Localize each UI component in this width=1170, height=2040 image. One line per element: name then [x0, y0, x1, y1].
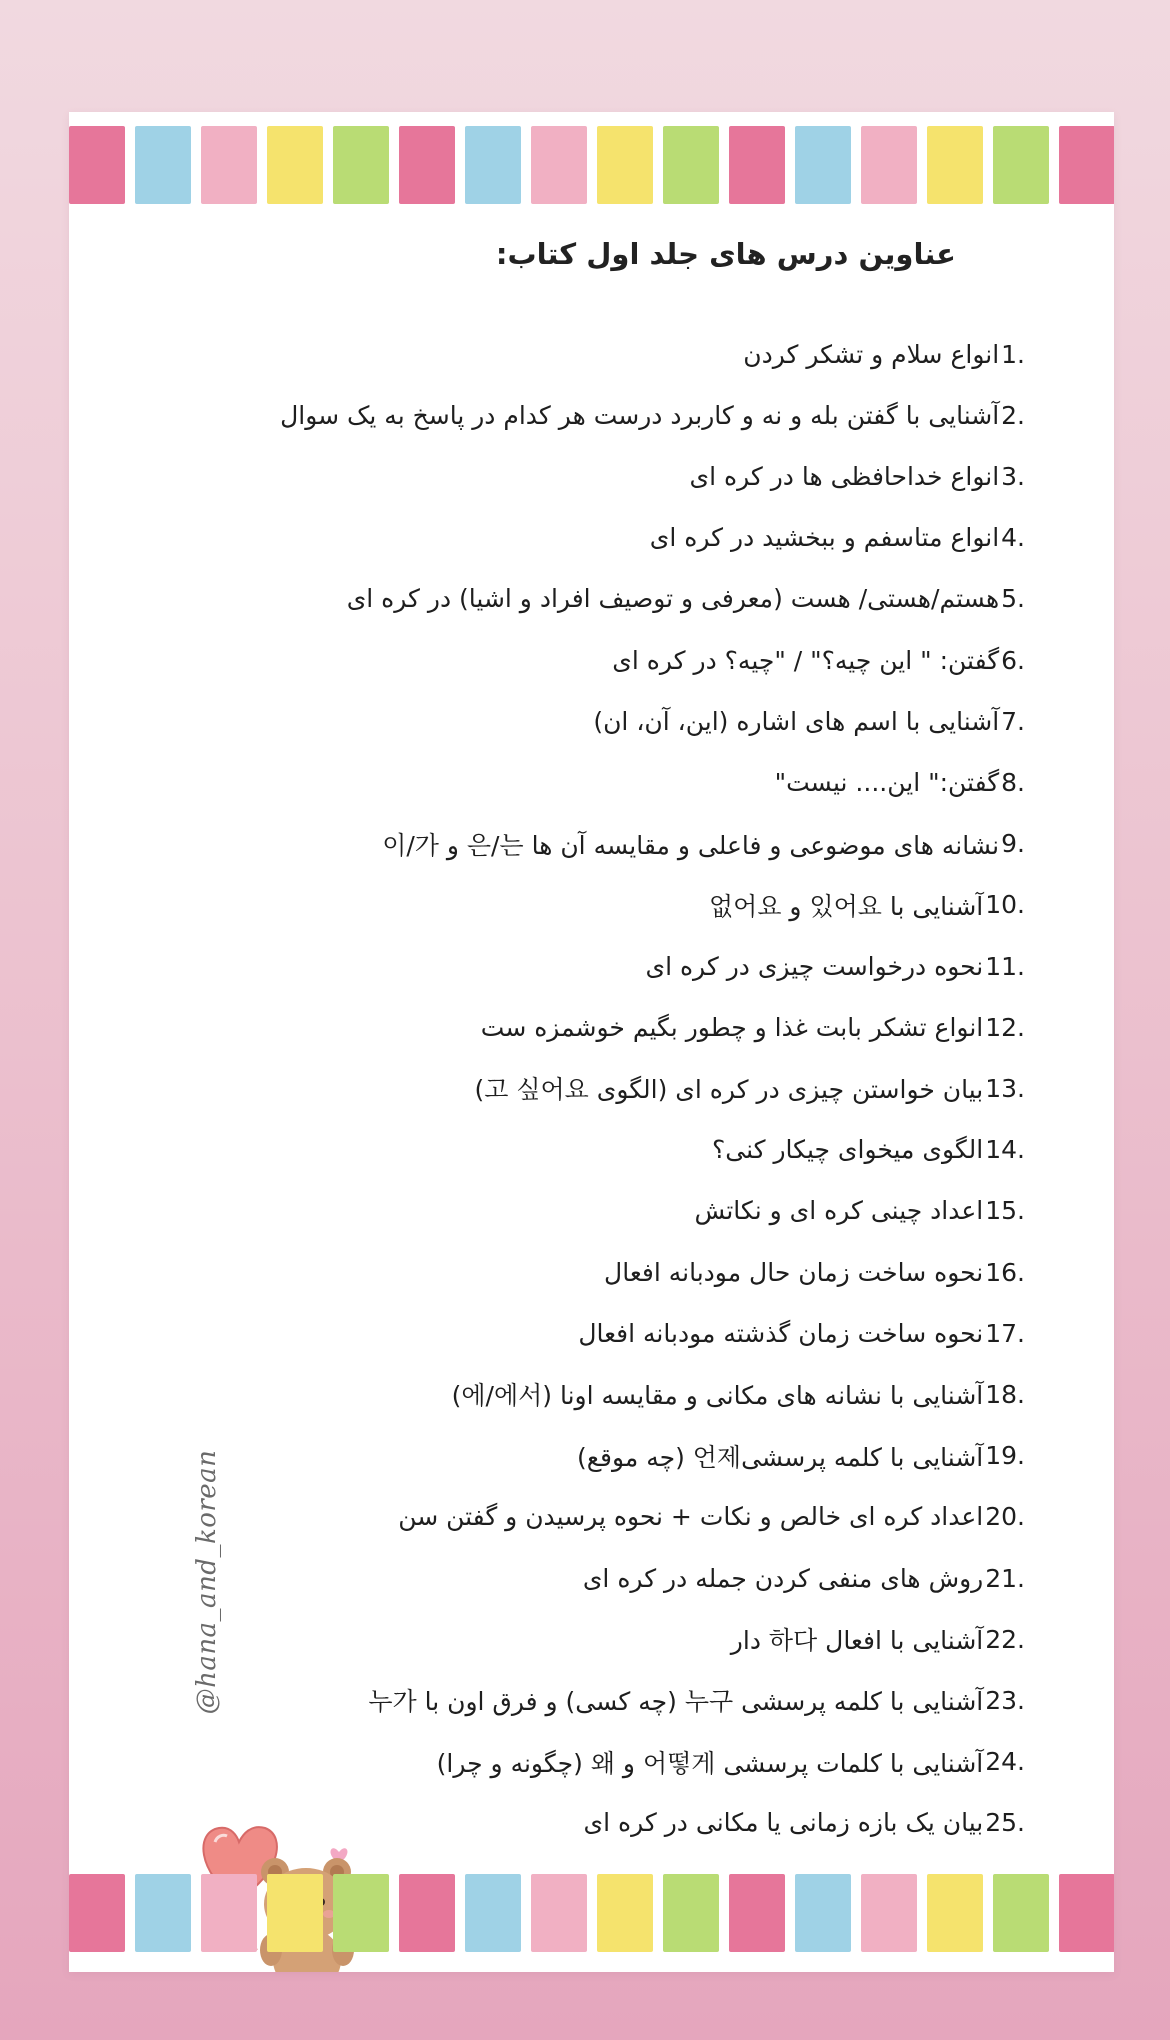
stripe-swatch: [597, 126, 653, 204]
lesson-title: بیان خواستن چیزی در کره ای (الگوی 고 싶어요): [474, 1075, 984, 1105]
stripe-swatch: [135, 1874, 191, 1952]
stripe-swatch: [993, 126, 1049, 204]
lesson-number: 18.: [985, 1379, 1025, 1409]
stripe-swatch: [795, 1874, 851, 1952]
lesson-number: 3.: [1001, 461, 1025, 491]
lesson-title: آشنایی با کلمات پرسشی 어떻게 و 왜 (چگونه و چرا): [436, 1748, 984, 1778]
lesson-title: گفتن:" این.... نیست": [774, 767, 1000, 797]
lesson-title: انواع سلام و تشکر کردن: [743, 339, 1000, 369]
stripe-swatch: [663, 1874, 719, 1952]
lesson-number: 24.: [985, 1747, 1025, 1777]
lesson-number: 22.: [985, 1624, 1025, 1654]
lesson-list-item: [577, 1432, 1025, 1480]
stripe-swatch: [597, 1874, 653, 1952]
lesson-list-item: [612, 636, 1025, 684]
stripe-swatch: [531, 1874, 587, 1952]
stripe-swatch: [861, 1874, 917, 1952]
stripe-swatch: [267, 126, 323, 204]
lesson-number: 5.: [1001, 584, 1025, 614]
lesson-number: 7.: [1001, 706, 1025, 736]
lesson-list-item: [347, 575, 1025, 623]
lesson-number: 19.: [985, 1441, 1025, 1471]
stripe-swatch: [465, 1874, 521, 1952]
stripe-swatch: [1059, 1874, 1114, 1952]
stripe-swatch: [1059, 126, 1114, 204]
lesson-number: 12.: [985, 1012, 1025, 1042]
top-color-stripe: [69, 126, 1114, 204]
lesson-title: اعداد کره ای خالص و نکات + نحوه پرسیدن و گفتن سن: [398, 1502, 984, 1532]
stripe-swatch: [465, 126, 521, 204]
lesson-title: نحوه ساخت زمان حال مودبانه افعال: [604, 1257, 984, 1287]
bottom-color-stripe: [69, 1874, 1114, 1952]
lesson-list-item: [694, 1187, 1025, 1235]
stripe-swatch: [399, 126, 455, 204]
lesson-title: آشنایی با اسم های اشاره (این، آن، ان): [593, 706, 1000, 736]
watermark-text: @hana_and_korean: [192, 1449, 222, 1715]
stripe-swatch: [531, 126, 587, 204]
stripe-swatch: [927, 126, 983, 204]
lesson-title: روش های منفی کردن جمله در کره ای: [582, 1563, 984, 1593]
lesson-list-item: [743, 330, 1025, 378]
lesson-number: 15.: [985, 1196, 1025, 1226]
lesson-list-item: [593, 697, 1025, 745]
lesson-title: آشنایی با کلمه پرسشی 누구 (چه کسی) و فرق اون با 누가: [368, 1687, 984, 1717]
lesson-title: الگوی میخوای چیکار کنی؟: [711, 1135, 984, 1165]
stripe-swatch: [729, 1874, 785, 1952]
stripe-swatch: [69, 1874, 125, 1952]
lesson-title: انواع خداحافظی ها در کره ای: [689, 461, 1000, 491]
lesson-number: 20.: [985, 1502, 1025, 1532]
lesson-list-item: [452, 1370, 1025, 1418]
lesson-number: 25.: [985, 1808, 1025, 1838]
stripe-swatch: [399, 1874, 455, 1952]
stripe-swatch: [69, 126, 125, 204]
lesson-list-item: [474, 1064, 1025, 1112]
lesson-list-item: [437, 1738, 1025, 1786]
lesson-title: بیان یک بازه زمانی یا مکانی در کره ای: [583, 1808, 984, 1838]
lesson-list-item: [604, 1248, 1025, 1296]
lesson-list-item: [481, 1003, 1025, 1051]
stripe-swatch: [135, 126, 191, 204]
lesson-list-item: [584, 1799, 1025, 1847]
lesson-list-item: [280, 391, 1025, 439]
lesson-number: 4.: [1001, 523, 1025, 553]
stripe-swatch: [993, 1874, 1049, 1952]
watermark: [181, 1417, 233, 1747]
lesson-number: 14.: [985, 1135, 1025, 1165]
lesson-list-item: [731, 1615, 1025, 1663]
lesson-number: 1.: [1001, 339, 1025, 369]
stripe-swatch: [201, 126, 257, 204]
lesson-title: هستم/هستی/ هست (معرفی و توصیف افراد و اشیا) در کره ای: [346, 584, 1000, 614]
lesson-list-item: [712, 1126, 1025, 1174]
stripe-swatch: [729, 126, 785, 204]
lesson-title: نحوه ساخت زمان گذشته مودبانه افعال: [578, 1318, 984, 1348]
stripe-swatch: [333, 126, 389, 204]
lesson-list-item: [368, 1676, 1025, 1724]
content-card: [69, 112, 1114, 1972]
lesson-number: 17.: [985, 1318, 1025, 1348]
stripe-swatch: [267, 1874, 323, 1952]
lesson-number: 8.: [1001, 767, 1025, 797]
lesson-number: 23.: [985, 1685, 1025, 1715]
lesson-number: 9.: [1001, 829, 1025, 859]
lesson-list-item: [382, 820, 1025, 868]
lesson-number: 11.: [985, 951, 1025, 981]
lesson-list-item: [583, 1554, 1025, 1602]
lesson-list-item: [398, 1493, 1025, 1541]
lesson-title: گفتن: " این چیه؟" / "چیه؟ در کره ای: [612, 645, 1000, 675]
stripe-swatch: [795, 126, 851, 204]
stripe-swatch: [201, 1874, 257, 1952]
stripe-swatch: [927, 1874, 983, 1952]
lesson-title: اعداد چینی کره ای و نکاتش: [694, 1196, 984, 1226]
stripe-swatch: [333, 1874, 389, 1952]
lesson-title: آشنایی با نشانه های مکانی و مقایسه اونا (에/에서): [451, 1381, 984, 1411]
lesson-number: 6.: [1001, 645, 1025, 675]
lesson-number: 13.: [985, 1073, 1025, 1103]
lesson-list-item: [578, 1309, 1025, 1357]
page-title: عناوین درس های جلد اول کتاب:: [495, 237, 956, 271]
lesson-title: آشنایی با 있어요 و 없어요: [709, 891, 984, 921]
stripe-swatch: [861, 126, 917, 204]
lesson-title: آشنایی با گفتن بله و نه و کاربرد درست هر کدام در پاسخ به یک سوال: [280, 400, 1000, 430]
lesson-title: انواع متاسفم و ببخشید در کره ای: [649, 523, 1000, 553]
lesson-title: نشانه های موضوعی و فاعلی و مقایسه آن ها 은/는 و 이/가: [382, 830, 1000, 860]
lesson-title: آشنایی با کلمه پرسشی언제 (چه موقع): [576, 1442, 984, 1472]
lesson-title: آشنایی با افعال 하다 دار: [730, 1626, 984, 1656]
lesson-list-item: [690, 452, 1025, 500]
lesson-number: 2.: [1001, 400, 1025, 430]
stripe-swatch: [663, 126, 719, 204]
lesson-list-item: [650, 514, 1025, 562]
lesson-list-item: [775, 758, 1025, 806]
lesson-title: نحوه درخواست چیزی در کره ای: [645, 951, 984, 981]
lesson-title: انواع تشکر بابت غذا و چطور بگیم خوشمزه ست: [480, 1012, 984, 1042]
lesson-number: 10.: [985, 890, 1025, 920]
lesson-list-item: [646, 942, 1026, 990]
lesson-number: 21.: [985, 1563, 1025, 1593]
lesson-number: 16.: [985, 1257, 1025, 1287]
lesson-list-item: [709, 881, 1025, 929]
